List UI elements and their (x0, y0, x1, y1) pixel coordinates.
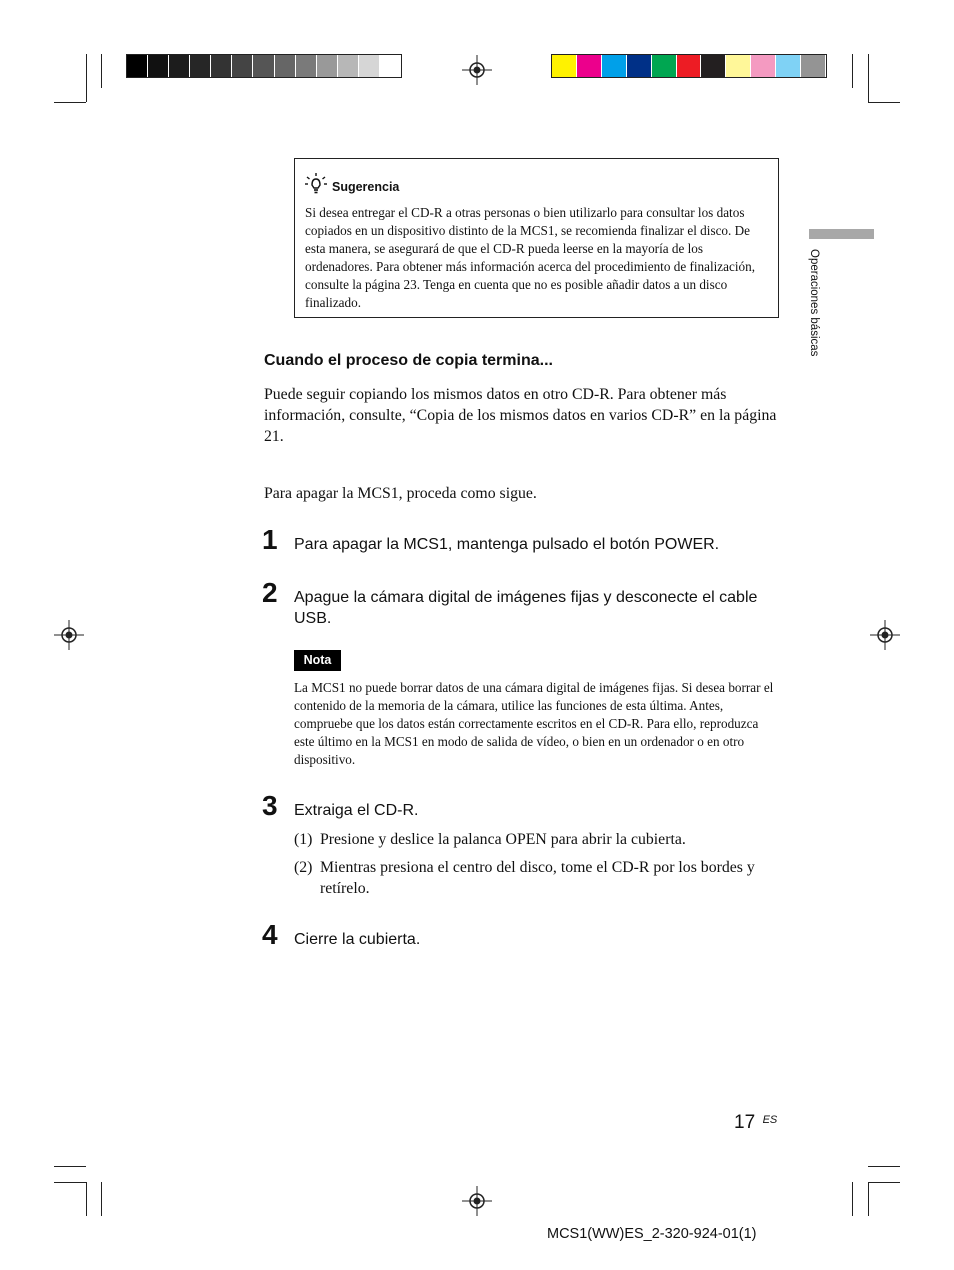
gray-swatch (359, 55, 379, 77)
gray-swatch (296, 55, 316, 77)
gray-swatch (169, 55, 189, 77)
color-swatch (552, 55, 576, 77)
gray-swatch (275, 55, 295, 77)
color-swatch (627, 55, 651, 77)
color-swatch (776, 55, 800, 77)
color-swatch (602, 55, 626, 77)
gray-swatch (253, 55, 273, 77)
side-tab-label: Operaciones básicas (808, 249, 820, 357)
page-number-value: 17 (734, 1112, 756, 1133)
gray-swatch (338, 55, 358, 77)
page-number (734, 1112, 777, 1134)
step-number: 4 (262, 919, 278, 950)
color-swatch (652, 55, 676, 77)
registration-target-left (54, 620, 84, 650)
side-tab-bar (809, 229, 874, 239)
page-language: ES (762, 1114, 778, 1126)
section-paragraph: Puede seguir copiando los mismos datos en otro CD-R. Para obtener más información, consulte, “Copia de los mismos datos en varios CD-R” en la página 21. (264, 386, 777, 445)
gray-swatch (232, 55, 252, 77)
lightbulb-icon (305, 173, 327, 195)
color-swatch (801, 55, 825, 77)
tip-title: Sugerencia (332, 180, 400, 194)
tip-box (294, 158, 779, 318)
registration-target-bottom (462, 1186, 492, 1216)
gray-scale-bar (126, 54, 402, 78)
gray-swatch (317, 55, 337, 77)
side-tab-label-wrap (808, 249, 824, 389)
gray-swatch (148, 55, 168, 77)
document-code: MCS1(WW)ES_2-320-924-01(1) (547, 1226, 757, 1242)
gray-swatch (127, 55, 147, 77)
note-text: La MCS1 no puede borrar datos de una cámara digital de imágenes fijas. Si desea borrar el contenido de la memoria de la cámara, utilice las funciones de esta última. Antes, compruebe que los datos están correctamente escritos en el CD-R. Para ello, reproduzca este último en la MCS1 en modo de salida de vídeo, o bien en un ordenador o en otro dispositivo. (294, 680, 774, 767)
step-text: Para apagar la MCS1, mantenga pulsado el botón POWER. (294, 536, 720, 553)
registration-target-right (870, 620, 900, 650)
section-intro: Para apagar la MCS1, proceda como sigue. (264, 485, 537, 502)
color-swatch (751, 55, 775, 77)
section-heading: Cuando el proceso de copia termina... (264, 352, 553, 369)
gray-swatch (190, 55, 210, 77)
gray-swatch (211, 55, 231, 77)
step-number: 1 (262, 524, 278, 555)
step-text: Apague la cámara digital de imágenes fijas y desconecte el cable USB. (294, 589, 758, 627)
step-number: 2 (262, 577, 278, 608)
substep-text: Presione y deslice la palanca OPEN para abrir la cubierta. (320, 831, 686, 848)
gray-swatch (380, 55, 400, 77)
step-number: 3 (262, 790, 278, 821)
color-scale-bar (551, 54, 827, 78)
color-swatch (701, 55, 725, 77)
step-text: Extraiga el CD-R. (294, 802, 419, 819)
registration-target-top (462, 55, 492, 85)
substep-number: (1) (294, 831, 313, 848)
tip-text: Si desea entregar el CD-R a otras personas o bien utilizarlo para consultar los datos copiados en un dispositivo distinto de la MCS1, se recomienda finalizar el disco. De esta manera, se asegurará de que el CD-R pueda leerse en la mayoría de los ordenadores. Para obtener más información acerca del procedimiento de finalización, consulte la página 23. Tenga en cuenta que no es posible añadir datos a un disco finalizado. (305, 205, 756, 310)
substep-text: Mientras presiona el centro del disco, tome el CD-R por los bordes y retírelo. (320, 859, 755, 897)
step-text: Cierre la cubierta. (294, 931, 421, 948)
color-swatch (577, 55, 601, 77)
substep-number: (2) (294, 859, 313, 876)
color-swatch (677, 55, 701, 77)
color-swatch (726, 55, 750, 77)
note-label: Nota (294, 650, 341, 671)
